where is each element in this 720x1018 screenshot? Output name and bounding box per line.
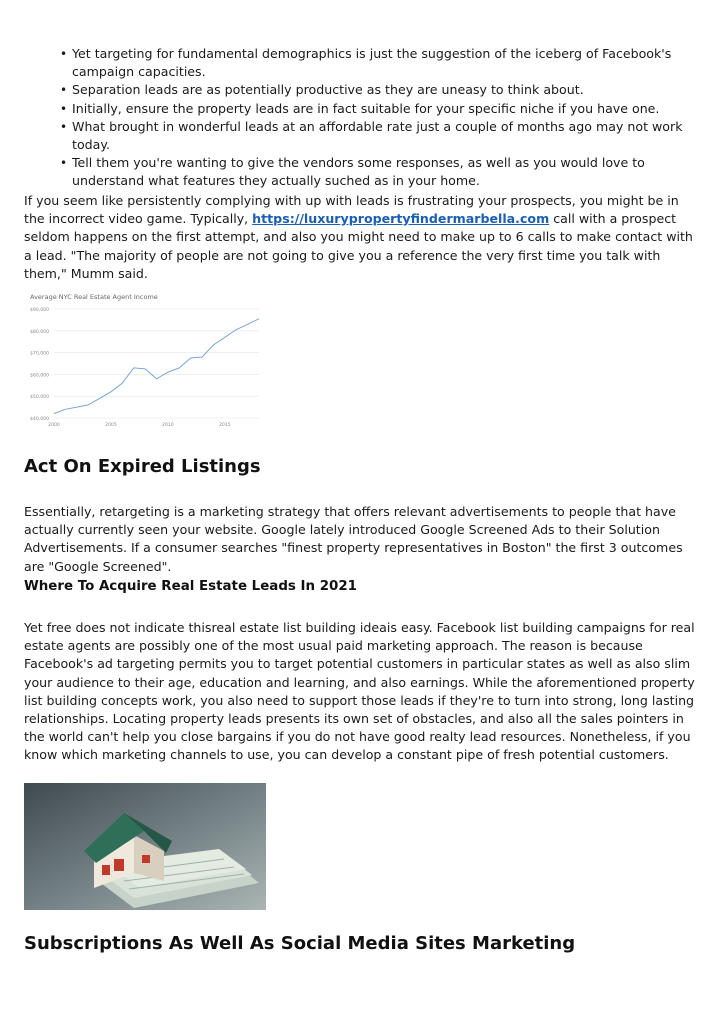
chart-y-ticks — [30, 307, 49, 422]
chart-series-line — [54, 319, 259, 414]
list-item: • Separation leads are as potentially productive as they are uneasy to think about. — [56, 81, 706, 99]
heading-social-media: Subscriptions As Well As Social Media Sites Marketing — [24, 933, 576, 954]
y-tick-label: $90,000 — [30, 308, 49, 313]
y-tick-label: $40,000 — [30, 417, 49, 422]
list-item: • Initially, ensure the property leads are in fact suitable for your specific niche if you have one. — [56, 100, 706, 118]
house-money-photo — [24, 783, 266, 910]
x-tick-label: 2000 — [48, 423, 60, 428]
list-item: • Yet targeting for fundamental demographics is just the suggestion of the iceberg of Facebook's campaign capacities. — [60, 46, 672, 80]
y-tick-label: $70,000 — [30, 351, 49, 357]
bullet-list — [56, 45, 706, 191]
y-tick-label: $80,000 — [30, 329, 49, 335]
y-tick-label: $60,000 — [30, 373, 49, 379]
bullet-icon: • — [60, 47, 68, 61]
chart-title: Average NYC Real Estate Agent Income — [30, 293, 158, 301]
list-item: • Tell them you're wanting to give the vendors some responses, as well as you would love to understand what features they actually suched as in your home. — [60, 155, 645, 189]
income-line-chart — [24, 285, 264, 430]
heading-acquire-leads: Where To Acquire Real Estate Leads In 2021 — [24, 579, 357, 594]
paragraph-retargeting: Essentially, retargeting is a marketing strategy that offers relevant advertisements to people that have actually currently seen your website. Google lately introduced Google Screened Ads to their Solution Advertisements. If a consumer searches "finest property representatives in Boston" the first 3 outcomes are "Google Screened". — [24, 504, 683, 574]
x-tick-label: 2010 — [162, 423, 174, 428]
website-link[interactable]: https://luxurypropertyfindermarbella.com — [252, 211, 550, 227]
bullet-icon: • — [60, 119, 68, 134]
bullet-icon: • — [60, 83, 68, 98]
y-tick-label: $50,000 — [30, 395, 49, 401]
chart-x-ticks — [48, 422, 231, 428]
list-item: • What brought in wonderful leads at an affordable rate just a couple of months ago may not work today. — [60, 118, 683, 153]
chart-grid — [54, 309, 259, 418]
bullet-icon: • — [60, 101, 68, 116]
paragraph-leads: If you seem like persistently complying with up with leads is frustrating your prospects, you might be in the incorrect video game. Typically, https://luxurypropertyfindermarbella.com call with a prospect seldom happens on the first attempt, and also you might need to make up to 6 calls to make contact with a lead. "The majority of people are not going to give you a reference the very first time you talk with them," Mumm said. — [24, 193, 693, 281]
x-tick-label: 2005 — [105, 423, 117, 428]
bullet-icon: • — [60, 156, 68, 171]
x-tick-label: 2015 — [218, 423, 231, 428]
paragraph-free-leads: Yet free does not indicate thisreal estate list building ideais easy. Facebook list building campaigns for real estate agents are possibly one of the most usual paid marketing approach. The reason is because Facebook's ad targeting permits you to target potential customers in particular states as well as also slim your audience to their age, education and learning, and also earnings. While the aforementioned property list building concepts work, you also need to support those leads if they're to turn into strong, long lasting relationships. Locating property leads presents its own set of obstacles, and also all the sales pointers in the world can't help you close bargains if you do not have good realty lead resources. Nonetheless, if you know which marketing channels to use, you can develop a constant pipe of fresh potential customers. — [24, 620, 695, 763]
heading-expired-listings: Act On Expired Listings — [24, 456, 261, 477]
